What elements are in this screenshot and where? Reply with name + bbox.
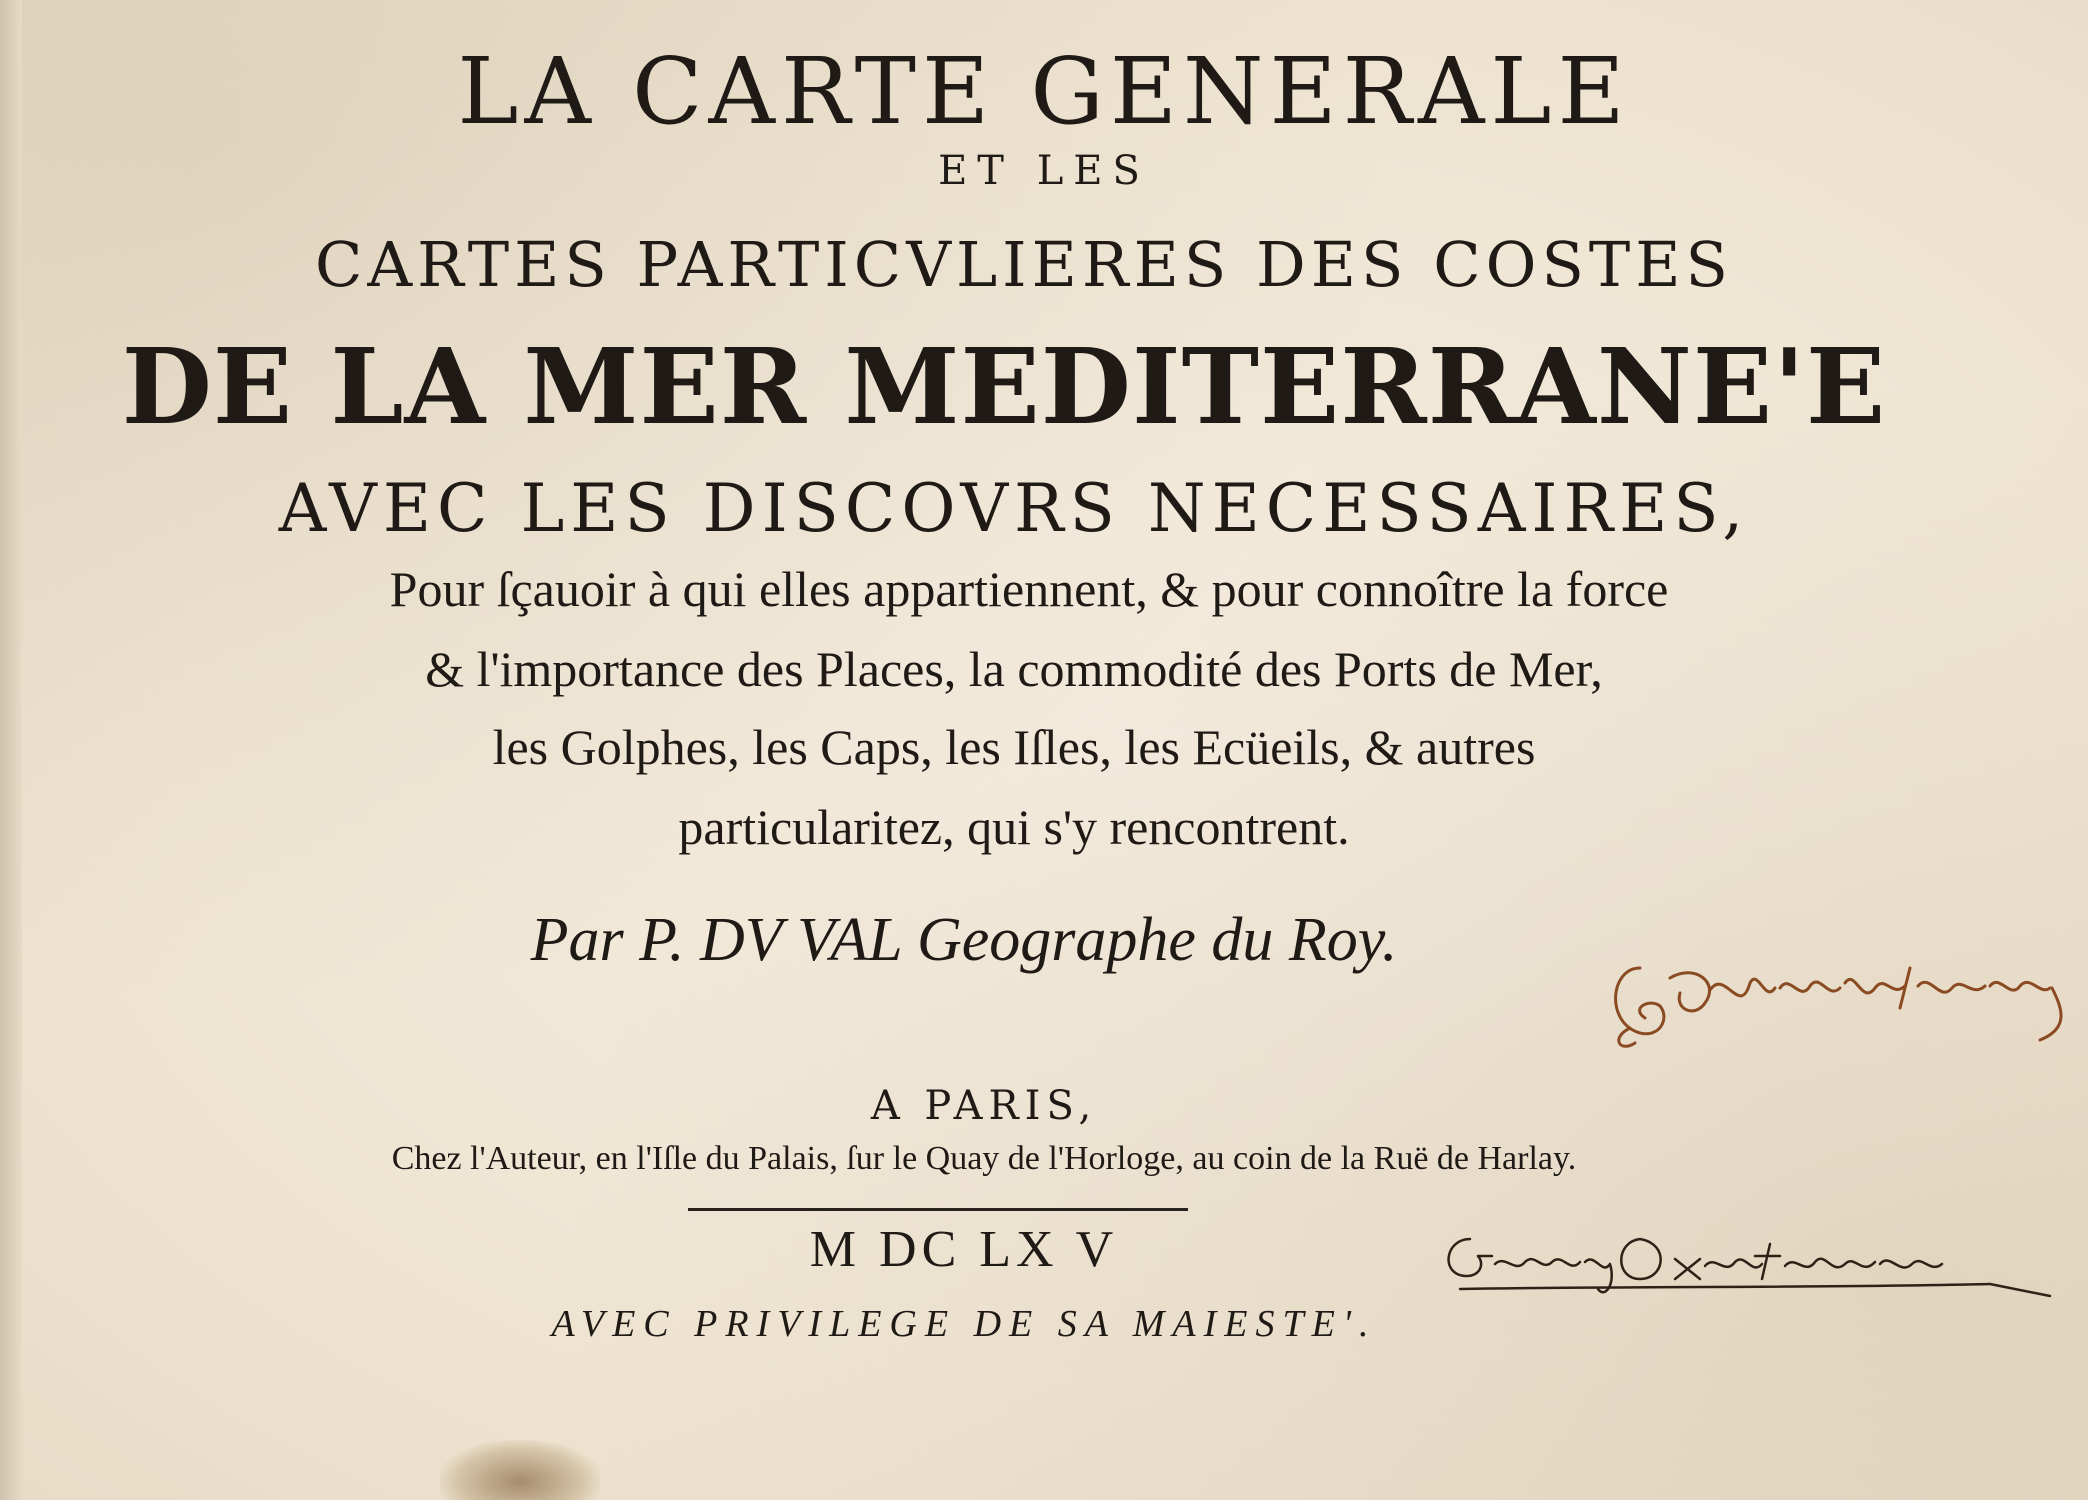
imprint-place: A PARIS, [870, 1083, 1098, 1129]
imprint-year: M DC LX V [809, 1221, 1119, 1278]
subtitle-line-2: & l'importance des Places, la commodité des Ports de Mer, [425, 641, 1603, 697]
main-title: LA CARTE GENERALE [457, 38, 1631, 145]
subtitle-line-1: Pour ſçauoir à qui elles appartiennent, & pour connoître la force [389, 561, 1669, 617]
author-line: Par P. DV VAL Geographe du Roy. [530, 906, 1398, 974]
title-line-mediterranee: DE LA MER MEDITERRANE'E [121, 325, 1887, 448]
paper-stain [440, 1440, 600, 1500]
signature-oxenstierna-1 [1600, 928, 2080, 1058]
privilege-line: AVEC PRIVILEGE DE SA MAIESTE'. [551, 1303, 1377, 1345]
imprint-divider [688, 1208, 1188, 1211]
title-conjunction: ET LES [938, 148, 1150, 194]
signature-oxenstierna-2 [1430, 1204, 2070, 1304]
title-line-cartes: CARTES PARTICVLIERES DES COSTES [314, 228, 1734, 301]
subtitle-line-4: particularitez, qui s'y rencontrent. [678, 799, 1350, 855]
subtitle-line-3: les Golphes, les Caps, les Iſles, les Ecüeils, & autres [492, 719, 1536, 775]
title-line-discours: AVEC LES DISCOVRS NECESSAIRES, [278, 470, 1750, 547]
imprint-publisher: Chez l'Auteur, en l'Iſle du Palais, ſur le Quay de l'Horloge, au coin de la Ruë de Harlay. [391, 1140, 1577, 1177]
